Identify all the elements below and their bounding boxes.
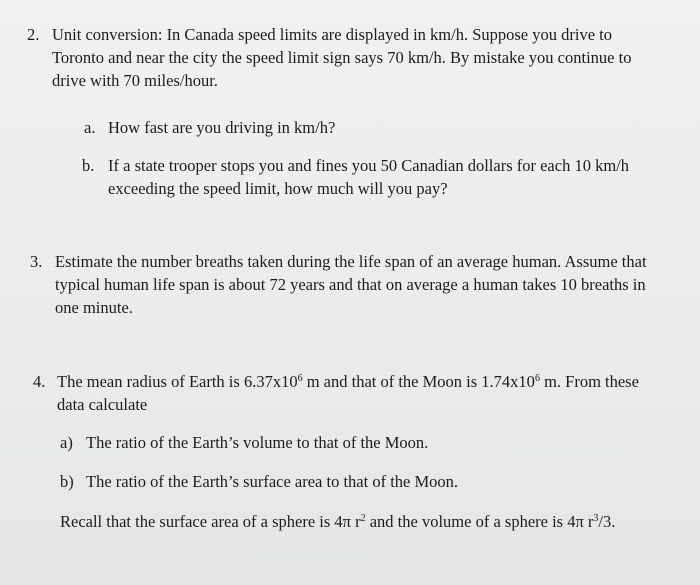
question-2a-label: a. bbox=[84, 118, 96, 137]
question-4-number: 4. bbox=[33, 372, 46, 391]
recall-note: Recall that the surface area of a sphere is 4π $r^2$ and the volume of a sphere is 4π $r^3/3$. bbox=[60, 512, 616, 531]
question-4-line-2: data calculate bbox=[57, 395, 148, 414]
question-2b-line-2: exceeding the speed limit, how much will you pay? bbox=[108, 179, 448, 198]
question-2-line-3: drive with 70 miles/hour. bbox=[52, 71, 218, 90]
question-4a-label: a) bbox=[60, 433, 73, 452]
question-2b-line-1: If a state trooper stops you and fines you 50 Canadian dollars for each 10 km/h bbox=[108, 156, 629, 175]
question-2-number: 2. bbox=[27, 25, 40, 44]
question-2-line-2: Toronto and near the city the speed limit sign says 70 km/h. By mistake you continue to bbox=[52, 48, 632, 67]
question-4-line-1: The mean radius of Earth is $6.37x10^6$ m and that of the Moon is $1.74x10^6$ m. From these bbox=[57, 372, 639, 391]
question-3-number: 3. bbox=[30, 252, 43, 271]
question-3-line-1: Estimate the number breaths taken during the life span of an average human. Assume that bbox=[55, 252, 647, 271]
question-2-line-1: Unit conversion: In Canada speed limits are displayed in km/h. Suppose you drive to bbox=[52, 25, 612, 44]
question-2a-text: How fast are you driving in km/h? bbox=[108, 118, 336, 137]
question-2b-label: b. bbox=[82, 156, 95, 175]
question-3-line-3: one minute. bbox=[55, 298, 133, 317]
question-4b-text: The ratio of the Earth’s surface area to that of the Moon. bbox=[86, 472, 459, 491]
question-3-line-2: typical human life span is about 72 years and that on average a human takes 10 breaths in bbox=[55, 275, 646, 294]
question-4b-label: b) bbox=[60, 472, 74, 491]
question-4a-text: The ratio of the Earth’s volume to that of the Moon. bbox=[86, 433, 429, 452]
